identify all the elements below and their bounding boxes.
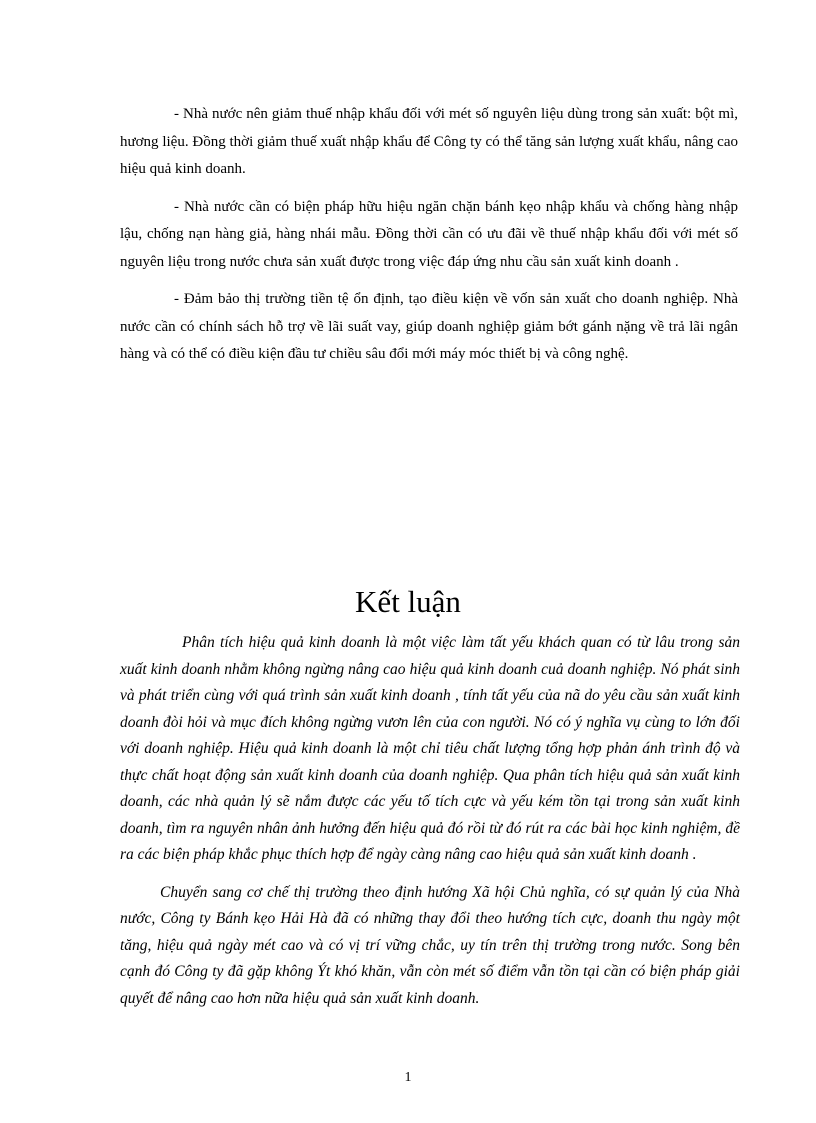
conclusion-paragraph: Chuyển sang cơ chế thị trường theo định hướng Xã hội Chủ nghĩa, có sự quản lý của Nhà nước, Công ty Bánh kẹo Hải Hà đã có những thay đổi theo hướng tích cực, doanh thu ngày một tăng, hiệu quả ngày mét cao và có vị trí vững chắc, uy tín trên thị trường trong nước. Song bên cạnh đó Công ty đã gặp không Ýt khó khăn, vẫn còn mét số điểm vẫn tồn tại cần có biện pháp giải quyết để nâng cao hơn nữa hiệu quả sản xuất kinh doanh.: [120, 883, 740, 1007]
recommendation-paragraph: - Nhà nước cần có biện pháp hữu hiệu ngăn chặn bánh kẹo nhập khẩu và chống hàng nhập lậu, chống nạn hàng giả, hàng nhái mẫu. Đồng thời cần có ưu đãi về thuế nhập khẩu đối với mét số nguyên liệu trong nước chưa sản xuất được trong việc đáp ứng nhu cầu sản xuất kinh doanh .: [120, 198, 738, 270]
conclusion-paragraph: Phân tích hiệu quả kinh doanh là một việc làm tất yếu khách quan có từ lâu trong sản xuất kinh doanh nhằm không ngừng nâng cao hiệu quả kinh doanh cuả doanh nghiệp. Nó phát sinh và phát triển cùng với quá trình sản xuất kinh doanh , tính tất yếu của nã do yêu cầu sản xuất kinh doanh đòi hỏi và mục đích không ngừng vươn lên của con người. Nó có ý nghĩa vụ cùng to lớn đối với doanh nghiệp. Hiệu quả kinh doanh là một chỉ tiêu chất lượng tổng hợp phản ánh trình độ và thực chất hoạt động sản xuất kinh doanh của doanh nghiệp. Qua phân tích hiệu quả sản xuất kinh doanh, các nhà quản lý sẽ nắm được các yếu tố tích cực và yếu kém tồn tại trong sản xuất kinh doanh, tìm ra nguyên nhân ảnh hưởng đến hiệu quả đó rồi từ đó rút ra các bài học kinh nghiệm, đề ra các biện pháp khắc phục thích hợp để ngày càng nâng cao hiệu quả sản xuất kinh doanh .: [120, 634, 740, 863]
recommendations-section: [120, 101, 738, 379]
conclusion-title: Kết luận: [355, 584, 461, 619]
recommendation-paragraph: - Nhà nước nên giảm thuế nhập khẩu đối với mét số nguyên liệu dùng trong sản xuất: bột mì, hương liệu. Đồng thời giảm thuế xuất nhập khẩu để Công ty có thể tăng sản lượng xuất khẩu, nâng cao hiệu quả kinh doanh.: [120, 106, 738, 177]
page-number: 1: [404, 1070, 412, 1085]
recommendation-paragraph: - Đảm bảo thị trường tiền tệ ổn định, tạo điều kiện về vốn sản xuất cho doanh nghiệp. Nhà nước cần có chính sách hỗ trợ về lãi suất vay, giúp doanh nghiệp giảm bớt gánh nặng về trả lãi ngân hàng và có thể có điều kiện đầu tư chiều sâu đổi mới máy móc thiết bị và công nghệ.: [120, 291, 738, 362]
conclusion-section: [120, 630, 740, 1012]
